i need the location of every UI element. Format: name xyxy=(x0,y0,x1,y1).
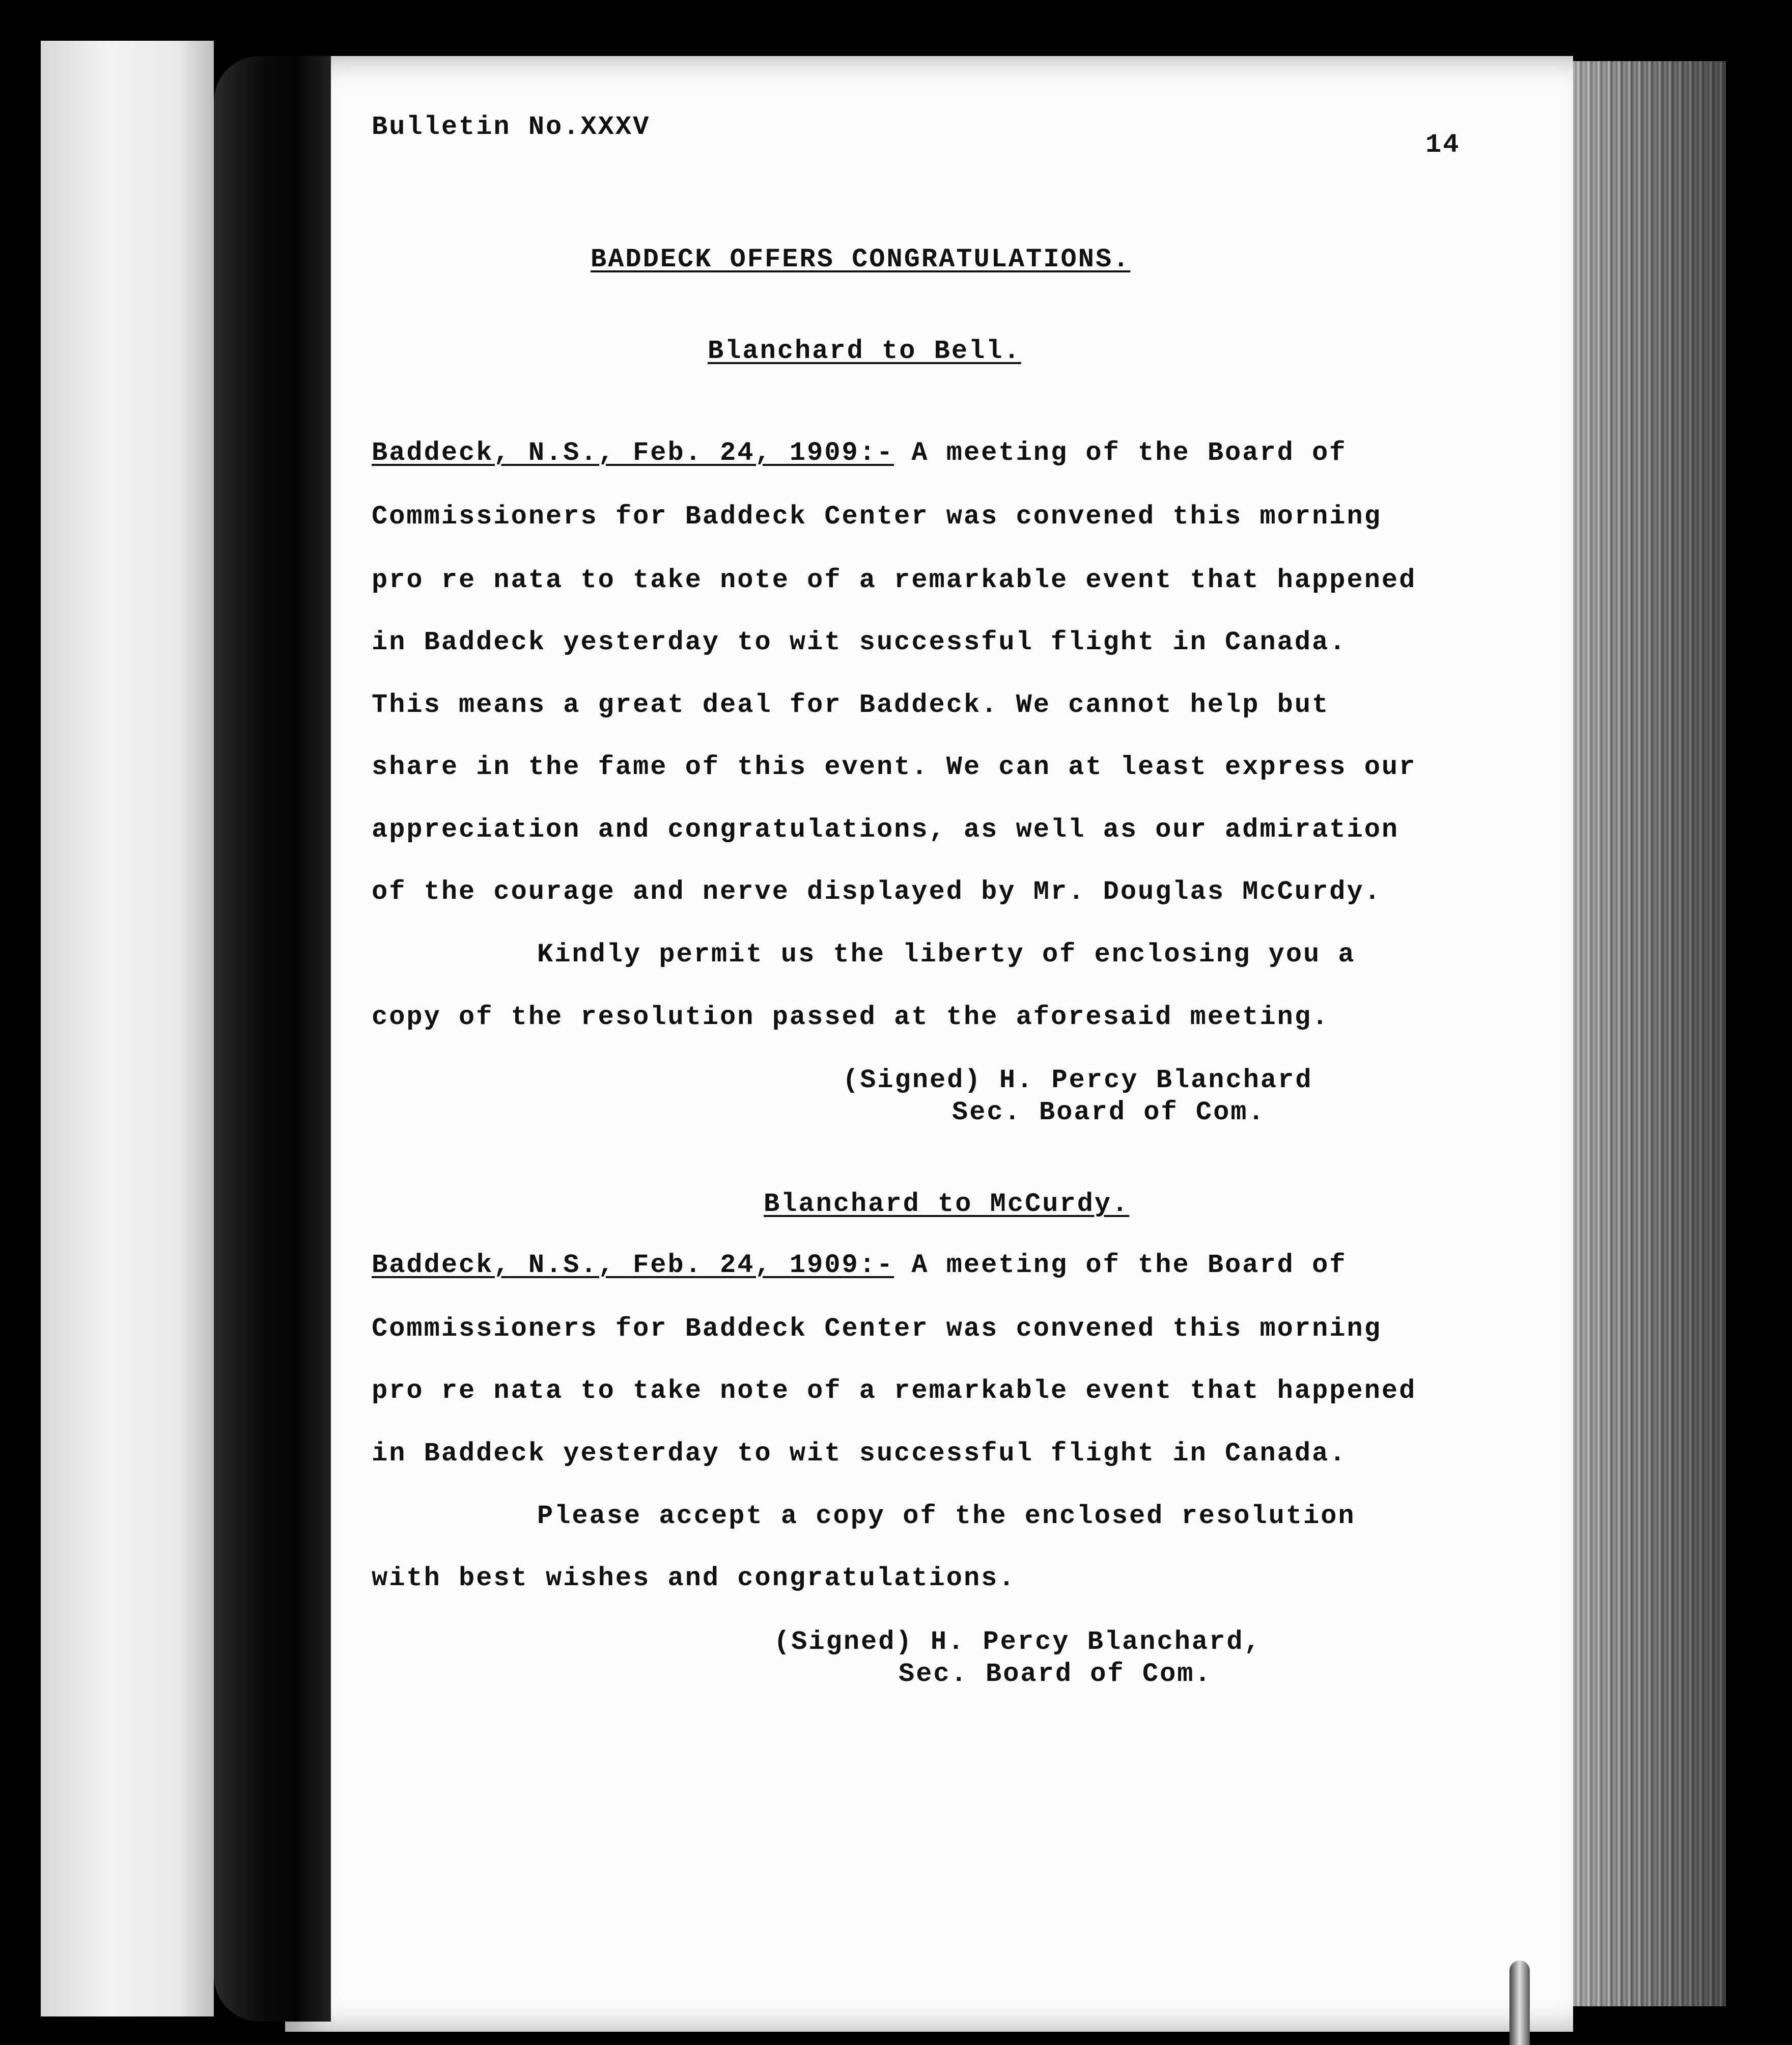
letter1-signature: (Signed) H. Percy Blanchard xyxy=(843,1065,1313,1095)
letter2-first-line xyxy=(372,1250,1347,1281)
page-edge-shading xyxy=(1573,61,1726,2006)
pen-tip xyxy=(1509,1960,1530,2045)
bulletin-number: Bulletin No.XXXV xyxy=(372,112,651,142)
letter2-para2-line: with best wishes and congratulations. xyxy=(372,1563,1016,1593)
letter2-dateline: Baddeck, N.S., Feb. 24, 1909:- xyxy=(372,1250,894,1280)
letter2-signature-title: Sec. Board of Com. xyxy=(899,1659,1212,1689)
letter1-line: share in the fame of this event. We can at least express our xyxy=(372,752,1417,782)
letter1-line: pro re nata to take note of a remarkable event that happened xyxy=(372,565,1417,595)
letter1-signature-title: Sec. Board of Com. xyxy=(952,1097,1266,1127)
letter1-first-line xyxy=(372,438,1347,468)
letter1-line: in Baddeck yesterday to wit successful flight in Canada. xyxy=(372,627,1347,657)
letter1-para2-line: copy of the resolution passed at the aforesaid meeting. xyxy=(372,1002,1330,1032)
letter2-signature: (Signed) H. Percy Blanchard, xyxy=(774,1627,1262,1657)
page-number: 14 xyxy=(1425,130,1461,160)
left-facing-page xyxy=(41,41,214,2016)
letter2-para2-line: Please accept a copy of the enclosed resolution xyxy=(537,1501,1356,1531)
letter2-line: in Baddeck yesterday to wit successful flight in Canada. xyxy=(372,1439,1347,1469)
letter1-line: appreciation and congratulations, as well as our admiration xyxy=(372,815,1399,845)
letter2-line: Commissioners for Baddeck Center was convened this morning xyxy=(372,1314,1382,1344)
letter1-first-line-rest: A meeting of the Board of xyxy=(894,438,1347,468)
letter1-heading: Blanchard to Bell. xyxy=(708,336,1021,366)
letter1-para2-line: Kindly permit us the liberty of enclosing you a xyxy=(537,939,1356,970)
letter1-line: This means a great deal for Baddeck. We cannot help but xyxy=(372,690,1330,720)
letter1-dateline: Baddeck, N.S., Feb. 24, 1909:- xyxy=(372,438,894,468)
letter2-line: pro re nata to take note of a remarkable event that happened xyxy=(372,1376,1417,1406)
letter1-line: Commissioners for Baddeck Center was convened this morning xyxy=(372,502,1382,532)
book-binding-gutter xyxy=(214,56,331,2022)
letter1-line: of the courage and nerve displayed by Mr. Douglas McCurdy. xyxy=(372,877,1382,907)
letter2-heading: Blanchard to McCurdy. xyxy=(764,1189,1130,1219)
page-title: BADDECK OFFERS CONGRATULATIONS. xyxy=(591,244,1131,274)
letter2-first-line-rest: A meeting of the Board of xyxy=(894,1250,1347,1280)
